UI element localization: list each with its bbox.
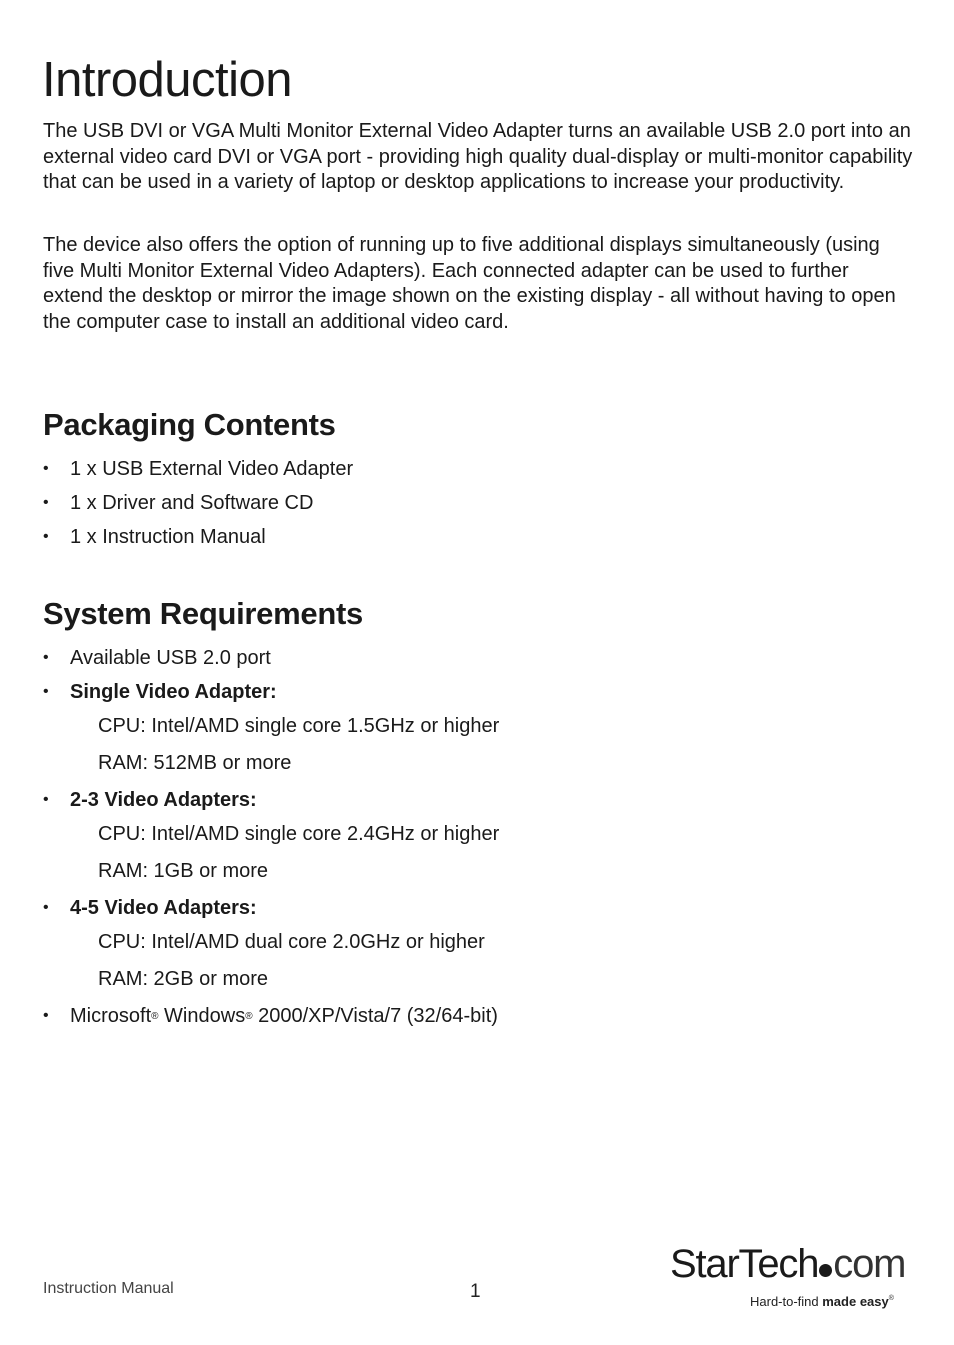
requirement-group-label: • 4-5 Video Adapters: xyxy=(43,897,257,919)
requirement-group-label: • 2-3 Video Adapters: xyxy=(43,789,257,811)
footer-doc-label: Instruction Manual xyxy=(43,1280,174,1297)
list-item: • 1 x Driver and Software CD xyxy=(43,492,314,514)
logo-tagline: Hard-to-find made easy® xyxy=(750,1294,894,1309)
registered-mark: ® xyxy=(245,1011,253,1022)
requirement-ram: RAM: 1GB or more xyxy=(98,860,269,882)
bullet-icon: • xyxy=(43,460,49,477)
bullet-icon: • xyxy=(43,1007,49,1024)
registered-mark: ® xyxy=(151,1011,159,1022)
bullet-icon: • xyxy=(43,494,49,511)
page-number: 1 xyxy=(470,1281,481,1302)
requirements-heading: System Requirements xyxy=(43,596,363,631)
logo-dot-icon xyxy=(819,1264,832,1277)
requirements-list xyxy=(43,645,499,1037)
list-item: • Available USB 2.0 port xyxy=(43,647,271,669)
intro-paragraph-2: The device also offers the option of running up to five additional displays simultaneously (using five Multi Monitor External Video Adapters). Each connected adapter can be used to further extend the desktop or mirror the image shown on the existing display - all without having to open the computer case to install an additional video card. xyxy=(43,234,896,333)
bullet-icon: • xyxy=(43,528,49,545)
list-item: • 1 x Instruction Manual xyxy=(43,526,266,548)
packaging-list xyxy=(43,456,353,558)
logo-wordmark: StarTech com xyxy=(670,1242,906,1286)
intro-paragraph-1: The USB DVI or VGA Multi Monitor External Video Adapter turns an available USB 2.0 port into an external video card DVI or VGA port - providing high quality dual-display or multi-monitor capability that can be used in a variety of laptop or desktop applications to increase your productivity. xyxy=(43,120,913,193)
requirement-cpu: CPU: Intel/AMD single core 1.5GHz or higher xyxy=(98,715,500,737)
list-item: • 1 x USB External Video Adapter xyxy=(43,458,354,480)
requirement-ram: RAM: 2GB or more xyxy=(98,968,269,990)
page-title: Introduction xyxy=(42,53,293,107)
bullet-icon: • xyxy=(43,791,49,808)
requirement-cpu: CPU: Intel/AMD single core 2.4GHz or higher xyxy=(98,823,500,845)
startech-logo xyxy=(670,1242,910,1317)
requirement-ram: RAM: 512MB or more xyxy=(98,752,292,774)
bullet-icon: • xyxy=(43,649,49,666)
bullet-icon: • xyxy=(43,683,49,700)
requirement-cpu: CPU: Intel/AMD dual core 2.0GHz or higher xyxy=(98,931,485,953)
bullet-icon: • xyxy=(43,899,49,916)
packaging-heading: Packaging Contents xyxy=(43,407,336,442)
requirement-group-label: • Single Video Adapter: xyxy=(43,681,277,703)
list-item-os: • Microsoft® Windows® 2000/XP/Vista/7 (32/64-bit) xyxy=(43,1005,498,1027)
